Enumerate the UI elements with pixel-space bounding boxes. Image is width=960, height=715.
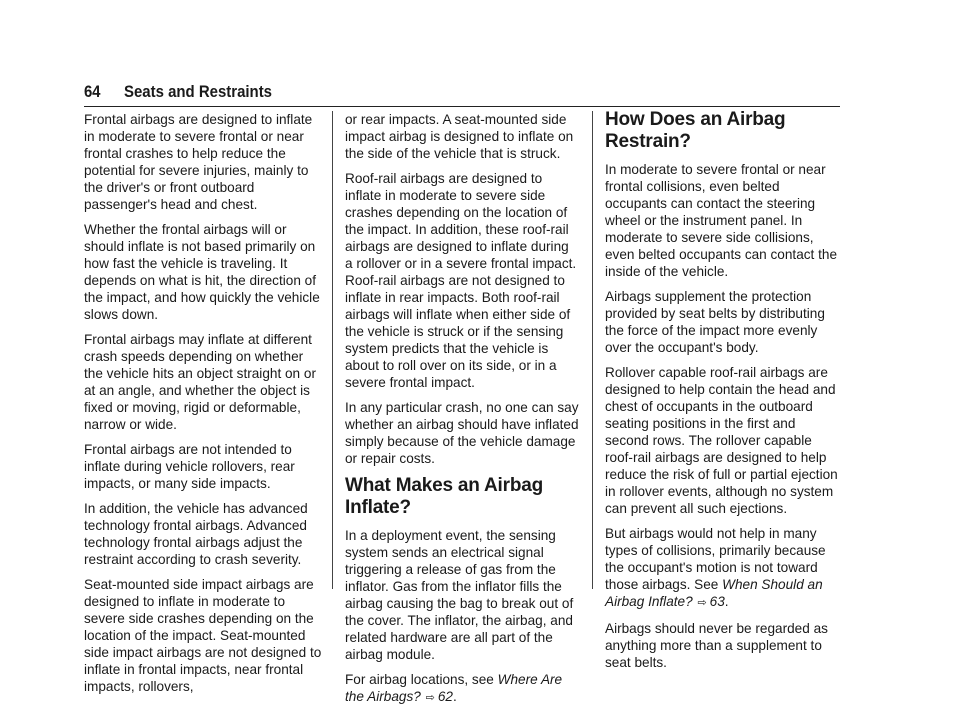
paragraph: Airbags should never be regarded as anything more than a supplement to seat belts. (605, 621, 828, 670)
page-reference-arrow-icon: ⇨ (697, 597, 707, 609)
paragraph: Frontal airbags may inflate at different crash speeds depending on whether the vehicle hits an object straight on or at an angle, and whether the object is fixed or moving, rigid or deformable, narrow or wide. (84, 332, 316, 432)
paragraph: Airbags supplement the protection provided by seat belts by distributing the force of the impact more evenly over the occupant's body. (605, 289, 825, 355)
paragraph: Frontal airbags are designed to inflate in moderate to severe frontal or near frontal crashes to help reduce the potential for severe injuries, mainly to the driver's or front outboard passenger's head and chest. (84, 112, 313, 212)
section-title: Seats and Restraints (124, 82, 273, 101)
paragraph: or rear impacts. A seat-mounted side impact airbag is designed to inflate on the side of the vehicle that is struck. (345, 112, 574, 161)
reference-title: Where Are the Airbags? (345, 672, 563, 704)
reference-page: 62 (437, 689, 453, 704)
paragraph: Roof-rail airbags are designed to inflate in moderate to severe side crashes depending on the location of the impact. In addition, these roof-rail airbags are designed to inflate during a rollover or in a severe frontal impact. Roof-rail airbags are not designed to inflate in rear impacts. Both roof-rail airbags will inflate when either side of the vehicle is struck or if the sensing system predicts that the vehicle is about to roll over on its side, or in a severe frontal impact. (345, 171, 577, 390)
cross-reference-paragraph (345, 671, 579, 707)
paragraph: Frontal airbags are not intended to inflate during vehicle rollovers, rear impacts, or many side impacts. (84, 442, 295, 491)
column-2 (345, 111, 579, 715)
paragraph: In moderate to severe frontal or near frontal collisions, even belted occupants can contact the steering wheel or the instrument panel. In moderate to severe side collisions, even belted occupants can contact the inside of the vehicle. (605, 162, 838, 279)
page-reference-arrow-icon: ⇨ (425, 692, 435, 704)
page-header (84, 82, 840, 107)
reference-intro: But airbags would not help in many types of collisions, primarily because the occupant's motion is not toward those airbags. See (605, 526, 826, 592)
column-1 (84, 111, 322, 703)
reference-intro: For airbag locations, see (345, 672, 498, 687)
paragraph: In a deployment event, the sensing system sends an electrical signal triggering a release of gas from the inflator. Gas from the inflator fills the airbag causing the bag to break out of the cover. The inflator, the airbag, and related hardware are all part of the airbag module. (345, 528, 574, 662)
reference-end: . (452, 689, 457, 704)
heading-how-does-airbag-restrain: How Does an Airbag Restrain? (605, 109, 786, 152)
column-divider-1 (332, 111, 333, 589)
paragraph: In addition, the vehicle has advanced technology frontal airbags. Advanced technology frontal airbags adjust the restraint according to crash severity. (84, 501, 308, 567)
reference-end: . (724, 594, 729, 609)
reference-page: 63 (709, 594, 725, 609)
cross-reference-paragraph (605, 525, 841, 612)
column-3 (605, 109, 841, 679)
paragraph: Whether the frontal airbags will or should inflate is not based primarily on how fast the vehicle is traveling. It depends on what is hit, the direction of the impact, and how quickly the vehicle slows down. (84, 222, 320, 322)
reference-title: When Should an Airbag Inflate? (605, 577, 823, 609)
heading-what-makes-airbag-inflate: What Makes an Airbag Inflate? (345, 475, 544, 518)
page-number: 64 (84, 82, 101, 101)
paragraph: Seat-mounted side impact airbags are designed to inflate in moderate to severe side crashes depending on the location of the impact. Seat-mounted side impact airbags are not designed to inflate in frontal impacts, near frontal impacts, rollovers, (84, 577, 322, 694)
paragraph: In any particular crash, no one can say whether an airbag should have inflated simply because of the vehicle damage or repair costs. (345, 400, 579, 466)
paragraph: Rollover capable roof-rail airbags are designed to help contain the head and chest of occupants in the outboard seating positions in the first and second rows. The rollover capable roof-rail airbags are designed to help reduce the risk of full or partial ejection in rollover events, although no system can prevent all such ejections. (605, 365, 838, 516)
column-divider-2 (592, 111, 593, 589)
